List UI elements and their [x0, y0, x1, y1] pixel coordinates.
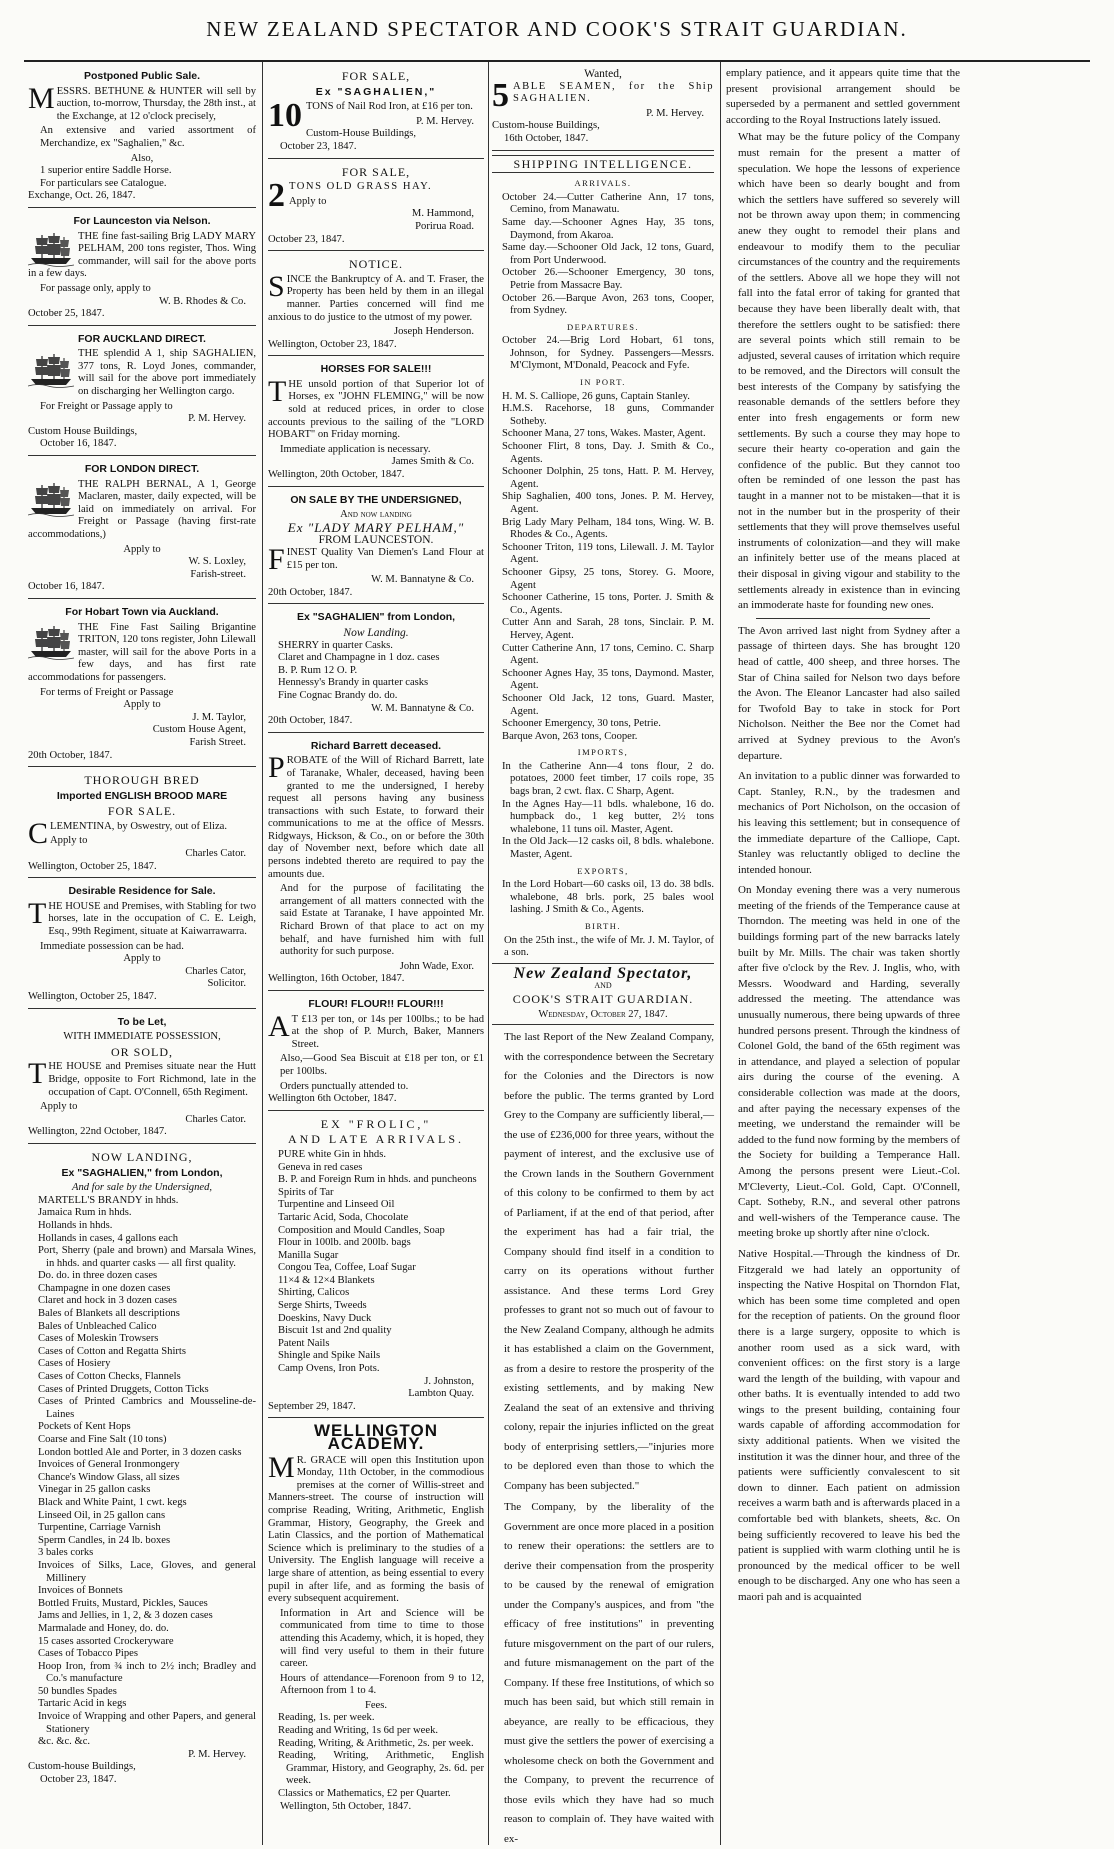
ad-heading: FROM LAUNCESTON.	[318, 534, 434, 547]
ad-date: Wellington, October 25, 1847.	[28, 860, 157, 872]
ad-heading: And for sale by the Undersigned,	[71, 1182, 213, 1194]
editorial-continued: What may be the future policy of the Company must remain for the present a matter of speculation. We hope the lessons of experience which have been so dearly bought and from which the settlers have suffered so severely will not be thrown away upon them; in commencing anew they ought to remodel their plans and endeavour to modify them to the peculiar circumstances of the country and the requirements of the settlers. Above all we hope they will not fall into the fatal error of taking for granted that because they have been liberally dealt with, that therefore the settlers ought to be satisfied: there are several points which still remain to be adjusted, several causes of irritation which require to be removed, and the Directors will consult the best interests of the Company by satisfying the reasonable demands of the settlers before they enter into fresh engagements or form new settlements. By such a course they may hope to secure their hearty co-operation and gain the confidence of the public. But they cannot too often be reminded of one lesson the past has taught in a manner not to be mistaken—that it is not in the number but in the prosperity of their settlements that they will prove themselves useful instruments of colonization—and they will make an infinitely better use of the means placed at their disposal in giving vigour and stability to the settlements already in existence than in evincing an immoderate haste for founding new ones.	[738, 131, 960, 612]
list-item: Cases of Moleskin Trowsers	[38, 1333, 159, 1345]
ad-heading: FOR LONDON DIRECT.	[84, 463, 200, 476]
ad-line: Apply to	[40, 1101, 78, 1113]
editorial-paragraph: The last Report of the New Zealand Company, with the correspondence between the Secretary for the Colonies and the Directors is now before the public. The terms granted by Lord Grey to the Company are sufficiently liberal,—the use of £236,000 for three years, without the payment of interest, and the exclusive use of the Crown lands in the Southern Government of this colony to be confirmed to them by act of Parliament, if at the end of that period, after the experiment has had a fair trial, the Company should find itself in a condition to carry on its operations without further assistance. And these terms Lord Grey professes to grant not so much out of favour to the New Zealand Company, although he admits it has established a claim on the Government, as from a desire to restore the prosperity of the existing settlements, and by making New Zealand the seat of an extensive and thriving colony, repair the injuries inflicted on the great body of enterprising settlers,—"injuries more to be deplored even than those to which the Company has been subjected."	[504, 1031, 714, 1492]
ad-line: For Freight or Passage apply to	[40, 400, 173, 412]
column-4	[726, 66, 960, 1843]
list-item: Sperm Candles, in 24 lb. boxes	[38, 1534, 171, 1546]
ad-body: Information in Art and Science will be communicated from time to time to those attending this Academy, which, it is hoped, they will find very useful to them in their future career.	[280, 1607, 484, 1670]
list-item: Hollands in cases, 4 gallons each	[38, 1232, 179, 1244]
ad-heading: NOW LANDING,	[91, 1149, 193, 1164]
ad-body: THE HOUSE and Premises situate near the Hutt Bridge, opposite to Fort Richmond, late in the occupation of Capt. O'Connell, 65th Regiment.	[28, 1057, 256, 1098]
ad-date: Wellington, October 25, 1847.	[28, 991, 157, 1002]
ad-date: 20th October, 1847.	[268, 715, 353, 727]
list-item: Do. do. in three dozen cases	[38, 1270, 158, 1282]
shipping-intelligence-title: SHIPPING INTELLIGENCE.	[492, 155, 714, 174]
arrivals-list	[502, 192, 714, 318]
list-item: Black and White Paint, 1 cwt. kegs	[38, 1496, 187, 1508]
list-item: Cases of Printed Druggets, Cotton Ticks	[38, 1383, 209, 1395]
list-item: Bales of Blankets all descriptions	[38, 1308, 180, 1320]
ad-date: October 23, 1847.	[268, 233, 345, 245]
list-item: Shingle and Spike Nails	[278, 1350, 381, 1362]
ad-on-sale	[268, 490, 484, 605]
ad-body: THE HOUSE and Premises, with Stabling for two horses, late in the occupation of C. E. Leigh, Esq., 99th Regiment, situate at Kaiwarrawarra.	[28, 896, 256, 938]
ad-date: October 25, 1847.	[28, 308, 105, 320]
list-item: October 26.—Schooner Emergency, 30 tons, Petrie from Massacre Bay.	[502, 267, 714, 291]
list-item: H.M.S. Racehorse, 18 guns, Commander Sotheby.	[502, 403, 714, 427]
ad-heading: Imported ENGLISH BROOD MARE	[56, 789, 228, 802]
ad-line: Apply to	[123, 699, 161, 711]
goods-list	[278, 640, 484, 703]
ad-body: Also,—Good Sea Biscuit at £18 per ton, or £1 per 100lbs.	[280, 1053, 484, 1077]
ad-signer: W. M. Bannatyne & Co.	[371, 702, 474, 714]
ship-icon	[28, 622, 74, 662]
list-item: SHERRY in quarter Casks.	[278, 639, 393, 651]
ship-icon	[28, 348, 74, 392]
list-item: Schooner Catherine, 15 tons, Porter. J. Smith & Co., Agents.	[502, 592, 714, 616]
fees-list	[278, 1712, 484, 1800]
ad-date: Wellington, October 23, 1847.	[268, 338, 397, 350]
editorial	[492, 1028, 714, 1849]
masthead: NEW ZEALAND SPECTATOR AND COOK'S STRAIT GUARDIAN.	[206, 17, 908, 41]
ad-heading: Wanted,	[584, 68, 622, 80]
list-item: Tartaric Acid, Soda, Chocolate	[278, 1211, 409, 1223]
ad-address: Custom-house Buildings,	[28, 1761, 136, 1773]
ad-date: October 16, 1847.	[40, 438, 117, 450]
ad-nail-rod	[268, 66, 484, 159]
list-item: Flour in 100lb. and 200lb. bags	[278, 1237, 411, 1249]
list-item: B. P. Rum 12 O. P.	[278, 664, 358, 676]
ad-sherry	[268, 607, 484, 732]
ad-heading: ON SALE BY THE UNDERSIGNED,	[290, 493, 462, 506]
ad-body: AT £13 per ton, or 14s per 100lbs.; to be had at the shop of P. Murch, Baker, Manners Street.	[268, 1009, 484, 1050]
departures-list	[502, 335, 714, 373]
ad-body: THE fine fast-sailing Brig LADY MARY PELHAM, 200 tons register, Thos. Wing commander, will sail for the above ports in a few days.	[28, 230, 256, 280]
ad-now-landing	[28, 1147, 256, 1791]
list-item: H. M. S. Calliope, 26 guns, Captain Stanley.	[502, 390, 690, 402]
list-item: Schooner Mana, 27 tons, Wakes. Master, Agent.	[502, 428, 706, 440]
ad-heading: FOR SALE.	[107, 804, 177, 819]
list-item: Bales of Unbleached Calico	[38, 1320, 157, 1332]
list-item: Cutter Catherine Ann, 17 tons, Cemino. C. Sharp Agent.	[502, 642, 714, 667]
list-item: October 26.—Barque Avon, 263 tons, Cooper, from Sydney.	[502, 292, 714, 317]
list-item: Same day.—Schooner Old Jack, 12 tons, Guard, from Port Underwood.	[502, 242, 714, 266]
ad-london-direct	[28, 459, 256, 599]
arrivals-heading: ARRIVALS.	[574, 178, 632, 189]
ad-signer: M. Hammond,	[411, 208, 474, 220]
ad-line: For particulars see Catalogue.	[40, 177, 167, 189]
ad-auckland-direct	[28, 329, 256, 456]
list-item: 15 cases assorted Crockeryware	[38, 1635, 174, 1647]
list-item: Schooner Old Jack, 12 tons, Guard. Master, Agent.	[502, 692, 714, 717]
ad-signer: W. B. Rhodes & Co.	[158, 295, 246, 307]
list-item: Chance's Window Glass, all sizes	[38, 1471, 180, 1483]
ad-heading: Ex "SAGHALIEN" from London,	[296, 611, 456, 624]
ad-to-let	[28, 1012, 256, 1144]
ad-line: Solicitor.	[207, 978, 246, 990]
ad-date: Exchange, Oct. 26, 1847.	[28, 190, 136, 202]
ad-address: Lambton Quay.	[408, 1388, 474, 1400]
ad-date: Wellington, 5th October, 1847.	[280, 1800, 412, 1812]
in-port-heading: IN PORT.	[580, 377, 626, 388]
list-item: Manilla Sugar	[278, 1249, 339, 1261]
ad-heading: FOR AUCKLAND DIRECT.	[78, 332, 206, 345]
list-item: Invoice of Wrapping and other Papers, and general Stationery	[38, 1711, 256, 1735]
ad-body: And for the purpose of facilitating the arrangement of all matters connected with the said Estate at Taranake, I have appointed Mr. Richard Brown of that place to act on my behalf, and have furnished him with full authority for such purpose.	[280, 883, 484, 958]
ad-heading: For Launceston via Nelson.	[73, 214, 211, 227]
ad-heading: To be Let,	[117, 1015, 167, 1028]
list-item: Cases of Cotton Checks, Flannels	[38, 1371, 181, 1383]
list-item: Hollands in hhds.	[38, 1219, 113, 1231]
paper-banner-and: AND	[594, 981, 612, 991]
ad-signer: W. S. Loxley,	[188, 556, 246, 568]
list-item: Cutter Ann and Sarah, 28 tons, Sinclair. P. M. Hervey, Agent.	[502, 617, 714, 641]
ad-address: Custom House Buildings,	[28, 425, 138, 437]
list-item: MARTELL'S BRANDY in hhds.	[38, 1194, 179, 1206]
column-divider	[720, 62, 721, 1845]
ad-body: MESSRS. BETHUNE & HUNTER will sell by auction, to-morrow, Thursday, the 28th inst., at the Exchange, at 12 o'clock precisely,	[28, 81, 256, 122]
ad-wellington-academy	[268, 1421, 484, 1817]
ad-seamen-wanted	[492, 66, 714, 151]
ad-heading: FOR SALE,	[341, 69, 411, 83]
ad-line: 1 superior entire Saddle Horse.	[40, 165, 172, 177]
editorial-paragraph: The Company, by the liberality of the Government are once more placed in a position to renew their operations: the settlers are to derive their compensation from the prosperity to be caused by the renewal of emigration under the Company's auspices, and from "the efficacy of free institutions" in preventing future misgovernment on the part of our rulers, and future mismanagement on the part of the Company. If these free Institutions, of which so much has been said, but which still remain in abeyance, are really to be efficacious, they must give the settlers the power of exercising a wholesome check on both the Government and the Company, to prevent the recurrence of those evils which they have had so much reason to complain of. They have waited with ex-	[504, 1501, 714, 1845]
list-item: Hennessy's Brandy in quarter casks	[278, 677, 429, 689]
ad-body: THE RALPH BERNAL, A 1, George Maclaren, master, daily expected, will be laid on immediately on arrival. For Freight or Passage (having first-rate accommodations,)	[28, 478, 256, 540]
ad-quantity: 2	[268, 177, 285, 215]
list-item: Schooner Dolphin, 25 tons, Hatt. P. M. Hervey, Agent.	[502, 466, 714, 490]
list-item: Ship Saghalien, 400 tons, Jones. P. M. Hervey, Agent.	[502, 491, 714, 515]
birth-notice: On the 25th inst., the wife of Mr. J. M. Taylor, of a son.	[504, 934, 714, 959]
ad-horses	[268, 359, 484, 486]
ad-address: Farish-street.	[190, 568, 246, 580]
list-item: Pockets of Kent Hops	[38, 1421, 131, 1433]
list-item: Invoices of General Ironmongery	[38, 1459, 180, 1471]
list-item: Geneva in red cases	[278, 1161, 363, 1173]
list-item: PURE white Gin in hhds.	[278, 1148, 387, 1160]
column-1	[28, 66, 256, 1843]
list-item: Port, Sherry (pale and brown) and Marsala Wines, in hhds. and quarter casks — all first quality.	[38, 1245, 256, 1269]
ad-line: Orders punctually attended to.	[280, 1080, 409, 1092]
list-item: 50 bundles Spades	[38, 1685, 117, 1697]
list-item: Jams and Jellies, in 1, 2, & 3 dozen cases	[38, 1610, 213, 1622]
ad-body: THE Fine Fast Sailing Brigantine TRITON, 120 tons register, John Lilewall master, will sail for the above Ports in a few days, and has first rate accommodations for passengers.	[28, 621, 256, 683]
list-item: Shirting, Calicos	[278, 1287, 350, 1299]
ad-address: Porirua Road.	[415, 220, 474, 232]
ad-date: October 23, 1847.	[280, 140, 357, 152]
list-item: 3 bales corks	[38, 1547, 94, 1559]
editorial-continued: emplary patience, and it appears quite time that the present provisional arrangement should be superseded by a permanent and settled government according to the Royal Instructions lately issued.	[726, 67, 960, 126]
ad-line: Immediate possession can be had.	[40, 940, 184, 952]
ad-heading: WELLINGTON ACADEMY.	[314, 1421, 438, 1453]
ad-signer: John Wade, Exor.	[399, 960, 474, 972]
list-item: Coarse and Fine Salt (10 tons)	[38, 1434, 167, 1445]
list-item: Cases of Cotton and Regatta Shirts	[38, 1345, 187, 1357]
list-item: Reading and Writing, 1s 6d per week.	[278, 1725, 439, 1737]
list-item: Reading, 1s. per week.	[278, 1712, 375, 1724]
ad-date: 20th October, 1847.	[268, 586, 353, 598]
divider	[756, 618, 930, 619]
list-item: Camp Ovens, Iron Pots.	[278, 1363, 380, 1375]
ad-heading: FOR SALE,	[341, 164, 411, 179]
list-item: Vinegar in 25 gallon casks	[38, 1484, 151, 1496]
list-item: London bottled Ale and Porter, in 3 dozen casks	[38, 1446, 242, 1458]
list-item: Schooner Emergency, 30 tons, Petrie.	[502, 718, 661, 730]
goods-list	[38, 1195, 256, 1749]
ad-signer: P. M. Hervey.	[646, 107, 704, 119]
ad-brood-mare	[28, 770, 256, 878]
ad-heading: Now Landing.	[343, 626, 409, 639]
column-2	[268, 66, 484, 1843]
ad-body: PROBATE of the Will of Richard Barrett, late of Taranake, Whaler, deceased, having been granted to me the undersigned, I hereby request all persons having any business transactions with such Estate, to forward their communications to me at the office of Messrs. Ridgways, Hickson, & Co., on or before the 30th day of November next, before which date all persons indebted thereto are required to pay the amounts due.	[268, 751, 484, 880]
column-divider	[488, 62, 489, 1845]
list-item: Invoices of Silks, Lace, Gloves, and general Millinery	[38, 1559, 256, 1584]
ad-heading: Ex "LADY MARY PELHAM,"	[287, 519, 465, 535]
ad-heading: NOTICE.	[349, 257, 403, 272]
list-item: Schooner Agnes Hay, 35 tons, Daymond. Master, Agent.	[502, 667, 714, 692]
list-item: Turpentine and Linseed Oil	[278, 1199, 395, 1211]
news-paragraph: On Monday evening there was a very numerous meeting of the friends of the Temperance cause at Thorndon. The meeting was held in one of the buildings forming part of the new barracks lately built by Mr. Mills. The chair was taken shortly after five o'clock by the Rev. J. Inglis, who, with Messrs. Woodward and Harding, severally addressed the meeting. The attendance was unusually numerous, there being upwards of three hundred persons present. Through the kindness of Colonel Gold, the band of the 65th regiment was in attendance, and played a selection of popular airs during the course of the evening. A considerable collection was made at the doors, and after paying the necessary expenses of the meeting, we understand the remainder will be added to the fund now forming by the members of the Society for building a Temperance Hall. Among the persons present were Lieut.-Col. M'Cleverty, Lieut.-Col. Gold, Capt. O'Connell, Capt. Sotheby, R.N., and several other patrons and well-wishers of the Temperance cause. The meeting broke up shortly after nine o'clock.	[738, 884, 960, 1240]
ad-line: Apply to	[123, 953, 161, 965]
list-item: In the Old Jack—12 casks oil, 8 bdls. whalebone. Master, Agent.	[502, 836, 714, 861]
ad-body: SINCE the Bankruptcy of A. and T. Fraser, the Property has been held by them in an illegal manner. Parties concerned will find me anxious to do justice to the utmost of my power.	[268, 269, 484, 323]
ad-date: October 16, 1847.	[28, 581, 105, 593]
list-item: October 24.—Cutter Catherine Ann, 17 tons, Cemino, from Manawatu.	[502, 191, 714, 216]
in-port-list	[502, 391, 714, 744]
departures-heading: DEPARTURES.	[566, 321, 640, 332]
list-item: In the Lord Hobart—60 casks oil, 13 do. 38 bdls. whalebone, 48 brls. pork, 25 bales wool lashing. J Smith & Co., Agents.	[502, 879, 714, 916]
list-item: Cases of Tobacco Pipes	[38, 1648, 138, 1660]
news-paragraph: Native Hospital.—Through the kindness of Dr. Fitzgerald we had lately an opportunity of inspecting the Native Hospital on Thorndon Flat, which has been some time completed and open for the reception of patients. On the ground floor there is a large surgery, opposite to which is another room used as a sick ward, with convenient offices: on the first story is a large ward the length of the building, with vapour and other baths. It is eventually intended to add two wings to the present building, containing four wards capable of affording accommodation for sixty additional patients. When we visited the institution it was the dinner hour, and three of the patients were sufficiently convalescent to sit down to dinner. Each patient on admission receives a warm bath and is afterwards placed in a comfortable bed with blankets, sheets, &c. On being sufficiently recovered to leave his bed the patient is supplied with warm clothing until he is pronounced by the medical officer to be well enough to be discharged. Any one who has seen a maori pah and is acquainted	[738, 1247, 960, 1603]
ad-date: September 29, 1847.	[268, 1400, 356, 1412]
list-item: Schooner Triton, 119 tons, Lilewall. J. M. Taylor Agent.	[502, 541, 714, 566]
ad-heading: WITH IMMEDIATE POSSESSION,	[63, 1031, 221, 1043]
ad-date: Wellington, 16th October, 1847.	[268, 973, 405, 985]
ad-line: Custom House Agent,	[152, 724, 246, 736]
list-item: Biscuit 1st and 2nd quality	[278, 1325, 392, 1337]
ad-flour	[268, 994, 484, 1111]
list-item: Linseed Oil, in 25 gallon cans	[38, 1509, 166, 1521]
list-item: Reading, Writing, Arithmetic, English Grammar, History, and Geography, 2s. 6d. per week.	[278, 1750, 484, 1787]
ship-icon	[28, 479, 74, 519]
ad-heading: AND LATE ARRIVALS.	[287, 1132, 465, 1147]
ad-body: Hours of attendance—Forenoon from 9 to 12, Afternoon from 1 to 4.	[280, 1672, 484, 1697]
list-item: Marmalade and Honey, do. do.	[38, 1622, 169, 1634]
ad-body: FINEST Quality Van Diemen's Land Flour at £15 per ton.	[268, 543, 484, 576]
ad-barrett	[268, 736, 484, 991]
ad-residence	[28, 881, 256, 1008]
list-item: Serge Shirts, Tweeds	[278, 1300, 367, 1312]
list-item: Classics or Mathematics, £2 per Quarter.	[278, 1788, 451, 1800]
list-item: Same day.—Schooner Agnes Hay, 35 tons, Daymond, from Akaroa.	[502, 216, 714, 241]
ad-signer: W. M. Bannatyne & Co.	[371, 574, 474, 586]
list-item: Reading, Writing, & Arithmetic, 2s. per week.	[278, 1737, 474, 1749]
ad-heading: Ex "SAGHALIEN,"	[315, 85, 437, 98]
ad-signer: P. M. Hervey.	[188, 1748, 246, 1760]
list-item: Schooner Gipsy, 25 tons, Storey. G. Moore, Agent	[502, 566, 714, 591]
ad-date: Wellington, 20th October, 1847.	[268, 469, 405, 481]
ad-body: THE unsold portion of that Superior lot of Horses, ex "JOHN FLEMING," will be now sold at reduced prices, in order to close accounts previous to the sailing of the "LORD HOBART" on Friday morning.	[268, 374, 484, 441]
ad-line: Apply to	[50, 835, 88, 847]
ad-hobart-town	[28, 602, 256, 767]
ad-notice	[268, 254, 484, 356]
list-item: Doeskins, Navy Duck	[278, 1312, 372, 1324]
ad-heading: Fees.	[364, 1699, 388, 1711]
ad-signer: Charles Cator,	[185, 965, 246, 977]
paper-banner-subtitle: COOK'S STRAIT GUARDIAN.	[512, 991, 694, 1006]
list-item: Spirits of Tar	[278, 1186, 334, 1198]
list-item: Barque Avon, 263 tons, Cooper.	[502, 730, 638, 742]
list-item: Jamaica Rum in hhds.	[38, 1207, 132, 1219]
ad-heading: THOROUGH BRED	[84, 773, 200, 788]
list-item: In the Catherine Ann—4 tons flour, 2 do. potatoes, 2000 feet timber, 17 coils rope, 35 bags bran, 2 cwt. flax. C Sharp, Agent.	[502, 760, 714, 798]
ad-heading: Postponed Public Sale.	[83, 70, 201, 82]
ad-date: Wellington 6th October, 1847.	[268, 1093, 397, 1105]
list-item: Cases of Printed Cambrics and Mousseline-de-Laines	[38, 1396, 256, 1420]
ad-signer: P. M. Hervey.	[416, 115, 474, 127]
ad-date: 16th October, 1847.	[504, 132, 589, 144]
goods-list	[278, 1149, 484, 1376]
ad-heading: Richard Barrett deceased.	[310, 739, 442, 752]
list-item: Schooner Flirt, 8 tons, Day. J. Smith & Co., Agents.	[502, 441, 714, 465]
list-item: October 24.—Brig Lord Hobart, 61 tons, Johnson, for Sydney. Passengers—Messrs. M'Clymont, M'Donald, Peacock and Fyfe.	[502, 335, 714, 372]
imports-heading: IMPORTS,	[577, 747, 629, 758]
list-item: Brig Lady Mary Pelham, 184 tons, Wing. W. B. Rhodes & Co., Agents.	[502, 516, 714, 541]
ad-body: ABLE SEAMEN, for the Ship SAGHALIEN.	[513, 80, 714, 105]
ad-line: Immediate application is necessary.	[280, 443, 431, 455]
ad-heading: Ex "SAGHALIEN," from London,	[61, 1166, 223, 1179]
ad-quantity: 5	[492, 76, 509, 114]
list-item: Composition and Mould Candles, Soap	[278, 1224, 445, 1236]
column-3	[492, 66, 714, 1843]
list-item: Congou Tea, Coffee, Loaf Sugar	[278, 1262, 416, 1274]
list-item: Turpentine, Carriage Varnish	[38, 1522, 161, 1534]
ad-heading: OR SOLD,	[110, 1044, 173, 1059]
ad-line: Also,	[130, 152, 154, 164]
ad-signer: P. M. Hervey.	[188, 413, 246, 425]
list-item: Claret and Champagne in 1 doz. cases	[278, 652, 440, 664]
ad-grass-hay	[268, 162, 484, 252]
ad-launceston-nelson	[28, 211, 256, 326]
ad-date: October 23, 1847.	[40, 1774, 117, 1786]
ad-signer: Charles Cator.	[185, 1113, 246, 1125]
ad-date: 20th October, 1847.	[28, 749, 113, 761]
ad-body: CLEMENTINA, by Oswestry, out of Eliza.	[28, 816, 228, 850]
list-item: Patent Nails	[278, 1337, 330, 1349]
list-item: B. P. and Foreign Rum in hhds. and puncheons	[278, 1174, 477, 1186]
ad-body: TONS OLD GRASS HAY.	[289, 181, 433, 193]
masthead-rule	[24, 60, 1090, 62]
news-paragraph: The Avon arrived last night from Sydney after a passage of thirteen days. She has brought 120 head of cattle, 400 sheep, and three horses. The Star of China sailed for Nelson two days before the Avon. The Eleanor Lancaster had also sailed for Twofold Bay to take in stock for Port Nicholson. Neither the Bee nor the Comet had arrived at Sydney previous to the Avon's departure.	[738, 624, 960, 762]
ad-signer: Charles Cator.	[185, 848, 246, 860]
ad-signer: J. M. Taylor,	[192, 711, 246, 723]
list-item: Cases of Hosiery	[38, 1358, 111, 1370]
ad-heading: EX "FROLIC,"	[320, 1116, 432, 1131]
list-item: Invoices of Bonnets	[38, 1585, 123, 1597]
ad-body: MR. GRACE will open this Institution upon Monday, 11th October, in the commodious premises at the corner of Willis-street and Manners-street. The course of instruction will comprise Reading, Writing, Arithmetic, English Grammar, History, Geography, the Greek and Latin Classics, and the portion of Mathematical Science which is preliminary to the studies of a University. The English language will receive a large share of attention, as being essential to every pupil in after life, and as forming the basis of every subsequent acquirement.	[268, 1450, 484, 1605]
list-item: Bottled Fruits, Mustard, Pickles, Sauces	[38, 1597, 208, 1609]
ad-heading: Desirable Residence for Sale.	[68, 885, 216, 898]
ad-signer: Joseph Henderson.	[393, 326, 474, 338]
ad-address: Custom-House Buildings,	[306, 128, 417, 140]
ad-frolic	[268, 1114, 484, 1419]
news-paragraph: An invitation to a public dinner was forwarded to Capt. Stanley, R.N., by the tradesmen and mechanics of Port Nicholson, on the occasion of his leaving this settlement; but in consequence of the immediate departure of the Calliope, Capt. Stanley was reluctantly obliged to decline the intended honour.	[738, 770, 960, 876]
ad-line: Apply to	[123, 543, 161, 555]
ad-address: Farish Street.	[189, 736, 246, 748]
ad-heading: FLOUR! FLOUR!! FLOUR!!!	[308, 998, 444, 1010]
list-item: Tartaric Acid in kegs	[38, 1698, 127, 1710]
list-item: &c. &c. &c.	[38, 1736, 91, 1748]
ad-body: An extensive and varied assortment of Merchandize, ex "Saghalien," &c.	[40, 125, 256, 149]
column-divider	[262, 62, 263, 1845]
list-item: 11×4 & 12×4 Blankets	[278, 1274, 375, 1286]
ad-line: For passage only, apply to	[40, 282, 151, 294]
issue-date: Wednesday, October 27, 1847.	[538, 1008, 668, 1020]
ad-line: For terms of Freight or Passage	[40, 686, 174, 698]
ad-signer: James Smith & Co.	[391, 456, 474, 468]
ad-heading: HORSES FOR SALE!!!	[320, 363, 432, 376]
exports-heading: EXPORTS,	[577, 865, 629, 876]
ad-heading: And now landing	[340, 509, 412, 521]
ad-heading: For Hobart Town via Auckland.	[65, 605, 219, 618]
ad-signer: J. Johnston,	[424, 1375, 474, 1387]
list-item: Claret and hock in 3 dozen cases	[38, 1295, 177, 1307]
birth-heading: BIRTH.	[584, 921, 622, 931]
paper-banner-title: New Zealand Spectator,	[513, 964, 693, 982]
ad-postponed-sale	[28, 66, 256, 208]
list-item: Hoop Iron, from ¾ inch to 2½ inch; Bradley and Co.'s manufacture	[38, 1660, 256, 1685]
list-item: Champagne in one dozen cases	[38, 1282, 171, 1294]
ship-icon	[28, 231, 74, 267]
list-item: Fine Cognac Brandy do. do.	[278, 689, 398, 701]
ad-quantity: 10	[268, 97, 302, 135]
ad-body: THE splendid A 1, ship SAGHALIEN, 377 tons, R. Loyd Jones, commander, will sail for the above port immediately on discharging her Wellington cargo.	[78, 348, 256, 398]
exports-list	[502, 879, 714, 917]
news-items	[726, 624, 960, 1606]
imports-list	[502, 761, 714, 862]
list-item: In the Agnes Hay—11 bdls. whalebone, 16 do. humpback do., 1 keg butter, 2½ tons whalebone, 11 tuns oil. Master, Agent.	[502, 798, 714, 835]
ad-date: Wellington, 22nd October, 1847.	[28, 1126, 167, 1138]
ad-address: Custom-house Buildings,	[492, 120, 600, 132]
ad-body: TONS of Nail Rod Iron, at £16 per ton.	[306, 101, 473, 113]
ad-line: Apply to	[289, 195, 327, 207]
